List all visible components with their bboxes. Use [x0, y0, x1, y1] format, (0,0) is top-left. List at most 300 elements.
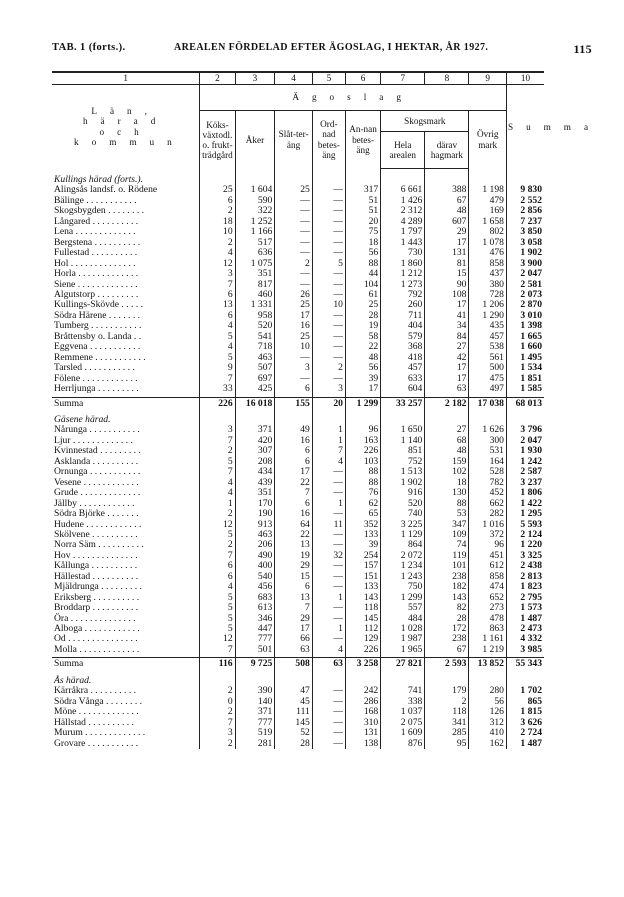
cell-value: 1 206: [469, 300, 507, 310]
cell-value: 1 234: [381, 561, 425, 571]
table-label: TAB. 1 (forts.).: [52, 42, 126, 53]
cell-value: 538: [469, 342, 507, 352]
cell-value: 531: [469, 446, 507, 456]
cell-value: 2: [200, 238, 235, 248]
row-label: Od . . . . . . . . . . . . . . .: [54, 633, 138, 645]
cell-value: 81: [425, 259, 469, 269]
cell-value: 280: [469, 686, 507, 696]
cell-value: 388: [425, 185, 469, 195]
row-total: 2 581: [506, 280, 544, 290]
cell-value: 27: [425, 425, 469, 435]
cell-value: 410: [469, 728, 507, 738]
cell-value: 1 161: [469, 634, 507, 644]
row-label: Kullings-Skövde . . . . .: [54, 299, 144, 311]
cell-value: —: [312, 561, 345, 571]
cell-value: —: [275, 196, 313, 206]
column-number-row: [52, 72, 544, 85]
table-title: AREALEN FÖRDELAD EFTER ÄGOSLAG, I HEKTAR, ÅR 1927.: [174, 42, 489, 53]
col-number: 6: [345, 72, 380, 85]
row-label: Grude . . . . . . . . . . . . .: [54, 487, 141, 499]
cell-value: 133: [345, 530, 380, 540]
cell-value: 590: [235, 196, 275, 206]
cell-value: 351: [235, 488, 275, 498]
cell-value: 6 661: [381, 185, 425, 195]
cell-value: 4: [312, 645, 345, 658]
cell-value: 2: [200, 540, 235, 550]
row-total: 5 593: [506, 520, 544, 530]
cell-value: 190: [235, 509, 275, 519]
cell-value: 108: [425, 290, 469, 300]
cell-value: 7: [200, 467, 235, 477]
cell-value: 151: [345, 572, 380, 582]
cell-value: 285: [425, 728, 469, 738]
cell-value: 65: [345, 509, 380, 519]
cell-value: 457: [381, 363, 425, 373]
cell-value: 1 273: [381, 280, 425, 290]
cell-value: 6: [275, 457, 313, 467]
cell-value: 67: [425, 645, 469, 658]
cell-value: 613: [235, 603, 275, 613]
cell-value: 777: [235, 718, 275, 728]
cell-value: 56: [345, 363, 380, 373]
cell-value: —: [312, 697, 345, 707]
cell-value: 109: [425, 530, 469, 540]
cell-value: 2: [200, 739, 235, 749]
cell-value: 4: [312, 457, 345, 467]
cell-value: 501: [235, 645, 275, 658]
cell-value: 131: [345, 728, 380, 738]
summa-value: 68 013: [506, 397, 544, 409]
cell-value: 858: [469, 572, 507, 582]
cell-value: 740: [381, 509, 425, 519]
cell-value: 282: [469, 509, 507, 519]
cell-value: 5: [200, 603, 235, 613]
cell-value: 371: [235, 707, 275, 717]
cell-value: 25: [275, 300, 313, 310]
row-total: 1 242: [506, 457, 544, 467]
cell-value: 300: [469, 436, 507, 446]
cell-value: 18: [425, 478, 469, 488]
cell-value: 2 072: [381, 551, 425, 561]
cell-value: 41: [425, 311, 469, 321]
cell-value: 479: [469, 196, 507, 206]
cell-value: 16: [275, 321, 313, 331]
area-table: [52, 71, 602, 749]
cell-value: 61: [345, 290, 380, 300]
cell-value: —: [312, 311, 345, 321]
row-label: Södra Björke . . . . . . .: [54, 508, 139, 520]
cell-value: 452: [469, 488, 507, 498]
row-label: Grovare . . . . . . . . . . .: [54, 737, 139, 749]
row-total: 1 295: [506, 509, 544, 519]
cell-value: 44: [345, 269, 380, 279]
cell-value: 164: [469, 457, 507, 467]
summa-value: 116: [200, 658, 235, 670]
row-label: Alboga . . . . . . . . . . . .: [54, 623, 140, 635]
cell-value: 561: [469, 353, 507, 363]
summa-value: 20: [312, 397, 345, 409]
cell-value: 2: [200, 206, 235, 216]
cell-value: 913: [235, 520, 275, 530]
cell-value: 7: [200, 718, 235, 728]
row-label: Skogsbygden . . . . . . . .: [54, 205, 145, 217]
cell-value: —: [275, 217, 313, 227]
row-label: Lena . . . . . . . . . . . . .: [54, 226, 136, 238]
cell-value: 95: [425, 739, 469, 749]
section-title: Gäsene härad.: [54, 413, 111, 425]
row-label: Bälinge . . . . . . . . . . .: [54, 194, 137, 206]
cell-value: 20: [345, 217, 380, 227]
cell-value: 48: [425, 446, 469, 456]
cell-value: 56: [469, 697, 507, 707]
cell-value: 858: [469, 259, 507, 269]
cell-value: 317: [345, 185, 380, 195]
cell-value: 16: [275, 509, 313, 519]
cell-value: 118: [345, 603, 380, 613]
cell-value: 5: [200, 530, 235, 540]
cell-value: 540: [235, 572, 275, 582]
cell-value: 25: [200, 185, 235, 195]
cell-value: 7: [200, 645, 235, 658]
row-total: 3 850: [506, 227, 544, 237]
cell-value: 17: [275, 624, 313, 634]
cell-value: 3: [200, 269, 235, 279]
cell-value: 6: [275, 582, 313, 592]
cell-value: 864: [381, 540, 425, 550]
cell-value: 13: [275, 593, 313, 603]
cell-value: 7: [275, 603, 313, 613]
cell-value: 817: [235, 280, 275, 290]
cell-value: 6: [200, 290, 235, 300]
cell-value: —: [312, 185, 345, 195]
cell-value: 2 312: [381, 206, 425, 216]
cell-value: 22: [275, 478, 313, 488]
cell-value: 607: [425, 217, 469, 227]
row-total: 3 796: [506, 425, 544, 435]
cell-value: 159: [425, 457, 469, 467]
cell-value: 25: [275, 185, 313, 195]
cell-value: 2 075: [381, 718, 425, 728]
cell-value: 162: [469, 739, 507, 749]
cell-value: 347: [425, 520, 469, 530]
cell-value: 338: [381, 697, 425, 707]
cell-value: 1 198: [469, 185, 507, 195]
cell-value: 118: [425, 707, 469, 717]
cell-value: —: [312, 572, 345, 582]
cell-value: 475: [469, 374, 507, 384]
cell-value: 1 290: [469, 311, 507, 321]
cell-value: 463: [235, 353, 275, 363]
cell-value: 64: [275, 520, 313, 530]
cell-value: 29: [425, 227, 469, 237]
row-total: 2 795: [506, 593, 544, 603]
cell-value: 520: [235, 321, 275, 331]
cell-value: 1 028: [381, 624, 425, 634]
row-label: Långared . . . . . . . . . .: [54, 215, 139, 227]
table-row: [52, 603, 544, 613]
cell-value: —: [312, 374, 345, 384]
row-total: 1 806: [506, 488, 544, 498]
cell-value: 7: [200, 280, 235, 290]
cell-value: 652: [469, 593, 507, 603]
cell-value: 17: [275, 311, 313, 321]
cell-value: 478: [469, 614, 507, 624]
cell-value: 7: [200, 374, 235, 384]
cell-value: 5: [200, 332, 235, 342]
cell-value: —: [312, 739, 345, 749]
cell-value: 13: [275, 540, 313, 550]
row-total: 1 930: [506, 446, 544, 456]
row-label: Fullestad . . . . . . . . . .: [54, 247, 138, 259]
cell-value: 368: [381, 342, 425, 352]
cell-value: 500: [469, 363, 507, 373]
cell-value: 557: [381, 603, 425, 613]
cell-value: 96: [345, 425, 380, 435]
cell-value: 6: [200, 561, 235, 571]
row-total: 1 398: [506, 321, 544, 331]
cell-value: 863: [469, 624, 507, 634]
cell-value: 633: [381, 374, 425, 384]
cell-value: 1 658: [469, 217, 507, 227]
row-label: Öra . . . . . . . . . . . . . .: [54, 612, 136, 624]
cell-value: 5: [200, 614, 235, 624]
cell-value: 39: [345, 374, 380, 384]
cell-value: —: [312, 206, 345, 216]
cell-value: 16: [275, 436, 313, 446]
cell-value: 0: [200, 697, 235, 707]
row-total: 4 332: [506, 634, 544, 644]
cell-value: 1 331: [235, 300, 275, 310]
row-total: 1 534: [506, 363, 544, 373]
cell-value: 4: [200, 321, 235, 331]
cell-value: 1 252: [235, 217, 275, 227]
cell-value: 13: [200, 300, 235, 310]
row-total: 3 010: [506, 311, 544, 321]
cell-value: 67: [425, 196, 469, 206]
cell-value: 133: [345, 582, 380, 592]
row-label: Siene . . . . . . . . . . . . .: [54, 278, 138, 290]
cell-value: 418: [381, 353, 425, 363]
cell-value: 25: [275, 332, 313, 342]
cell-value: —: [275, 374, 313, 384]
cell-value: —: [312, 728, 345, 738]
cell-value: 1 075: [235, 259, 275, 269]
cell-value: 48: [425, 206, 469, 216]
header-lan-harad-kommun: Län, härad och kommun: [74, 105, 185, 148]
cell-value: —: [312, 540, 345, 550]
cell-value: 3: [312, 384, 345, 397]
cell-value: 179: [425, 686, 469, 696]
cell-value: 4: [200, 342, 235, 352]
cell-value: —: [275, 269, 313, 279]
col-number: 9: [469, 72, 507, 85]
cell-value: 1 860: [381, 259, 425, 269]
col-number: 5: [312, 72, 345, 85]
cell-value: 425: [235, 384, 275, 397]
cell-value: —: [312, 342, 345, 352]
cell-value: 5: [200, 593, 235, 603]
cell-value: 140: [235, 697, 275, 707]
row-total: 1 851: [506, 374, 544, 384]
summa-value: 2 182: [425, 397, 469, 409]
cell-value: 1 140: [381, 436, 425, 446]
cell-value: 730: [381, 248, 425, 258]
cell-value: —: [312, 509, 345, 519]
cell-value: 11: [312, 520, 345, 530]
cell-value: 541: [235, 332, 275, 342]
cell-value: 802: [469, 227, 507, 237]
row-label: Hol . . . . . . . . . . . . . .: [54, 257, 136, 269]
cell-value: 2: [200, 446, 235, 456]
cell-value: 5: [200, 353, 235, 363]
table-row: [52, 739, 544, 749]
row-total: 3 900: [506, 259, 544, 269]
cell-value: 3: [275, 363, 313, 373]
cell-value: 90: [425, 280, 469, 290]
cell-value: 281: [235, 739, 275, 749]
row-label: Skölvene . . . . . . . . . .: [54, 528, 138, 540]
summa-row: [52, 658, 544, 670]
cell-value: 390: [235, 686, 275, 696]
row-total: 3 237: [506, 478, 544, 488]
row-total: 1 573: [506, 603, 544, 613]
cell-value: —: [275, 227, 313, 237]
cell-value: 6: [275, 499, 313, 509]
row-total: 2 124: [506, 530, 544, 540]
cell-value: 435: [469, 321, 507, 331]
cell-value: 517: [235, 238, 275, 248]
cell-value: —: [312, 290, 345, 300]
cell-value: 1 078: [469, 238, 507, 248]
cell-value: 371: [235, 425, 275, 435]
cell-value: 84: [425, 332, 469, 342]
cell-value: 752: [381, 457, 425, 467]
table-row: [52, 269, 544, 279]
cell-value: —: [312, 217, 345, 227]
cell-value: —: [275, 238, 313, 248]
cell-value: 434: [235, 467, 275, 477]
row-label: Mjäldrunga . . . . . . . . .: [54, 581, 142, 593]
cell-value: 958: [235, 311, 275, 321]
cell-value: 1 212: [381, 269, 425, 279]
table-row: [52, 645, 544, 658]
col-number: 10: [506, 72, 544, 85]
cell-value: 75: [345, 227, 380, 237]
row-label: Hov . . . . . . . . . . . . . .: [54, 549, 138, 561]
cell-value: 63: [275, 645, 313, 658]
cell-value: 346: [235, 614, 275, 624]
cell-value: 782: [469, 478, 507, 488]
cell-value: 6: [200, 311, 235, 321]
row-total: 1 422: [506, 499, 544, 509]
row-label: Remmene . . . . . . . . . . .: [54, 351, 146, 363]
col-number: 2: [200, 72, 235, 85]
cell-value: 1: [312, 499, 345, 509]
cell-value: 130: [425, 488, 469, 498]
cell-value: 1: [312, 624, 345, 634]
row-total: 1 487: [506, 739, 544, 749]
cell-value: 131: [425, 248, 469, 258]
cell-value: 88: [345, 259, 380, 269]
cell-value: 42: [425, 353, 469, 363]
cell-value: 1 987: [381, 634, 425, 644]
cell-value: 17: [275, 467, 313, 477]
row-total: 3 325: [506, 551, 544, 561]
cell-value: 372: [469, 530, 507, 540]
cell-value: —: [312, 467, 345, 477]
table-body: [52, 169, 544, 750]
cell-value: 22: [275, 530, 313, 540]
cell-value: 507: [235, 363, 275, 373]
cell-value: 74: [425, 540, 469, 550]
header-annan-betesang: An-nan betes-äng: [345, 111, 380, 169]
cell-value: 4: [200, 248, 235, 258]
cell-value: 62: [345, 499, 380, 509]
row-total: 1 815: [506, 707, 544, 717]
cell-value: 1 513: [381, 467, 425, 477]
row-label: Eggvena . . . . . . . . . . .: [54, 341, 141, 353]
row-total: 1 220: [506, 540, 544, 550]
summa-value: 27 821: [381, 658, 425, 670]
cell-value: 56: [345, 248, 380, 258]
cell-value: 76: [345, 488, 380, 498]
cell-value: 1 299: [381, 593, 425, 603]
cell-value: 683: [235, 593, 275, 603]
cell-value: 1 443: [381, 238, 425, 248]
cell-value: 82: [425, 603, 469, 613]
cell-value: 286: [345, 697, 380, 707]
row-label: Kärråkra . . . . . . . . . .: [54, 685, 137, 697]
cell-value: 437: [469, 269, 507, 279]
cell-value: 12: [200, 259, 235, 269]
cell-value: 380: [469, 280, 507, 290]
cell-value: 1 626: [469, 425, 507, 435]
cell-value: 29: [275, 561, 313, 571]
cell-value: 1 037: [381, 707, 425, 717]
cell-value: 15: [425, 269, 469, 279]
summa-value: 16 018: [235, 397, 275, 409]
row-label: Hällstad . . . . . . . . . .: [54, 716, 134, 728]
cell-value: 182: [425, 582, 469, 592]
cell-value: 19: [345, 321, 380, 331]
cell-value: 1: [312, 436, 345, 446]
cell-value: 728: [469, 290, 507, 300]
cell-value: 1: [312, 425, 345, 435]
header-skogsmark: Skogsmark: [381, 111, 469, 132]
cell-value: 7: [200, 551, 235, 561]
table-row: [52, 728, 544, 738]
cell-value: 39: [345, 540, 380, 550]
cell-value: 88: [345, 478, 380, 488]
cell-value: 777: [235, 634, 275, 644]
col-number: 7: [381, 72, 425, 85]
col-number: 3: [235, 72, 275, 85]
cell-value: —: [312, 269, 345, 279]
cell-value: 1 166: [235, 227, 275, 237]
cell-value: 254: [345, 551, 380, 561]
cell-value: 32: [312, 551, 345, 561]
cell-value: 463: [235, 530, 275, 540]
cell-value: 792: [381, 290, 425, 300]
cell-value: 34: [425, 321, 469, 331]
cell-value: 27: [425, 342, 469, 352]
summa-value: 226: [200, 397, 235, 409]
cell-value: 88: [345, 467, 380, 477]
cell-value: 351: [235, 269, 275, 279]
cell-value: 112: [345, 624, 380, 634]
cell-value: 2: [200, 707, 235, 717]
cell-value: 260: [381, 300, 425, 310]
